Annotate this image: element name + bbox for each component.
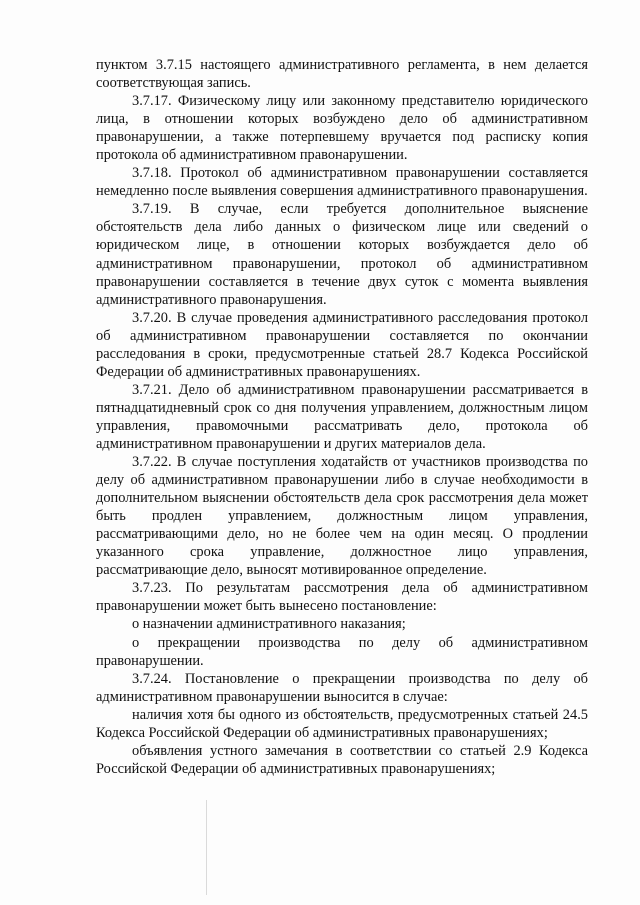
paragraph-3-7-16-end: пунктом 3.7.15 настоящего административного регламента, в нем делается соответствующая запись.: [96, 57, 588, 92]
scan-fold-line: [206, 800, 207, 895]
paragraph-3-7-21: 3.7.21. Дело об административном правонарушении рассматривается в пятнадцатидневный срок со дня получения управлением, должностным лицом управления, правомочными рассматривать дело, протокола об административном правонарушении и других материалов дела.: [96, 381, 588, 452]
list-item-termination: о прекращении производства по делу об административном правонарушении.: [96, 634, 588, 669]
paragraph-3-7-24: 3.7.24. Постановление о прекращении производства по делу об административном правонарушении выносится в случае:: [96, 670, 588, 705]
paragraph-3-7-18: 3.7.18. Протокол об административном правонарушении составляется немедленно после выявления совершения административного правонарушения.: [96, 165, 588, 200]
paragraph-3-7-19: 3.7.19. В случае, если требуется дополнительное выяснение обстоятельств дела либо данных о физическом лице или сведений о юридическом лице, в отношении которых возбуждается дело об административном правонарушении, протокол об административном правонарушении составляется в течение двух суток с момента выявления административного правонарушения.: [96, 201, 588, 308]
document-body: [96, 56, 588, 778]
list-item-penalty: о назначении административного наказания;: [132, 616, 406, 633]
paragraph-3-7-20: 3.7.20. В случае проведения административного расследования протокол об административном правонарушении составляется по окончании расследования в сроки, предусмотренные статьей 28.7 Кодекса Российской Федерации об административных правонарушениях.: [96, 309, 588, 380]
paragraph-3-7-22: 3.7.22. В случае поступления ходатайств от участников производства по делу об административном правонарушении либо в случае необходимости в дополнительном выяснении обстоятельств дела срок рассмотрения дела может быть продлен управлением, должностным лицом управления, рассматривающими дело, но не более чем на один месяц. О продлении указанного срока управление, должностное лицо управления, рассматривающие дело, выносят мотивированное определение.: [96, 454, 588, 579]
list-item-oral-remark: объявления устного замечания в соответствии со статьей 2.9 Кодекса Российской Федерации об административных правонарушениях;: [96, 742, 588, 777]
paragraph-3-7-23: 3.7.23. По результатам рассмотрения дела об административном правонарушении может быть вынесено постановление:: [96, 580, 588, 615]
paragraph-3-7-17: 3.7.17. Физическому лицу или законному представителю юридического лица, в отношении которых возбуждено дело об административном правонарушении, а также потерпевшему вручается под расписку копия протокола об административном правонарушении.: [96, 93, 588, 164]
list-item-circumstances: наличия хотя бы одного из обстоятельств, предусмотренных статьей 24.5 Кодекса Российской Федерации об административных правонарушениях;: [96, 706, 588, 741]
